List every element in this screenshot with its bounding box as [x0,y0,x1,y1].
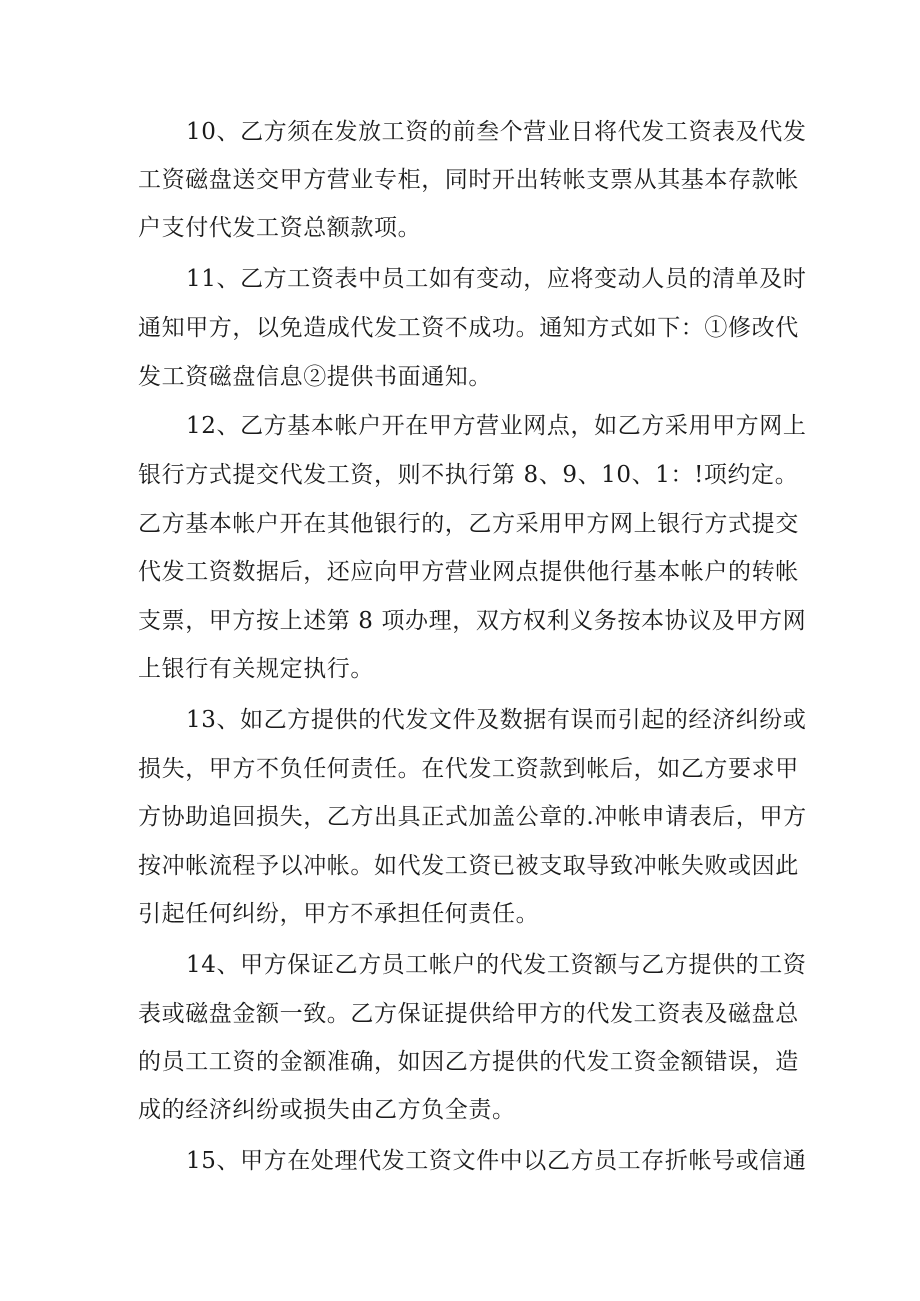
paragraph-11-line-1: 11、乙方工资表中员工如有变动，应将变动人员的清单及时 [186,266,807,292]
paragraph-13-line-2: 损失，甲方不负任何责任。在代发工资款到帐后，如乙方要求甲 [138,756,799,782]
paragraph-11-line-3: 发工资磁盘信息②提供书面通知。 [138,364,492,390]
paragraph-13-line-4: 按冲帐流程予以冲帐。如代发工资已被支取导致冲帐失败或因此 [138,853,799,879]
paragraph-12-line-2: 银行方式提交代发工资，则不执行第 8、9、10、1：!项约定。 [138,462,799,488]
paragraph-15-line-1: 15、甲方在处理代发工资文件中以乙方员工存折帐号或信通 [186,1148,807,1174]
paragraph-14-line-4: 成的经济纠纷或损失由乙方负全责。 [138,1097,516,1123]
paragraph-13-line-5: 引起任何纠纷，甲方不承担任何责任。 [138,901,540,927]
paragraph-12-line-4: 代发工资数据后，还应向甲方营业网点提供他行基本帐户的转帐 [138,559,799,585]
paragraph-12-line-1: 12、乙方基本帐户开在甲方营业网点，如乙方采用甲方网上 [186,413,807,439]
paragraph-13-line-1: 13、如乙方提供的代发文件及数据有误而引起的经济纠纷或 [186,707,807,733]
paragraph-10-line-3: 户支付代发工资总额款项。 [138,215,422,241]
paragraph-12-line-5: 支票，甲方按上述第 8 项办理，双方权利义务按本协议及甲方网 [138,608,807,634]
paragraph-12-line-6: 上银行有关规定执行。 [138,656,374,682]
paragraph-14-line-3: 的员工工资的金额准确，如因乙方提供的代发工资金额错误，造 [138,1049,799,1075]
paragraph-12-line-3: 乙方基本帐户开在其他银行的，乙方采用甲方网上银行方式提交 [138,511,799,537]
paragraph-10-line-2: 工资磁盘送交甲方营业专柜，同时开出转帐支票从其基本存款帐 [138,167,799,193]
paragraph-11-line-2: 通知甲方，以免造成代发工资不成功。通知方式如下：①修改代 [138,315,799,341]
paragraph-13-line-3: 方协助追回损失，乙方出具正式加盖公章的.冲帐申请表后，甲方 [138,804,807,830]
paragraph-14-line-2: 表或磁盘金额一致。乙方保证提供给甲方的代发工资表及磁盘总 [138,1001,799,1027]
paragraph-14-line-1: 14、甲方保证乙方员工帐户的代发工资额与乙方提供的工资 [186,952,807,978]
paragraph-10-line-1: 10、乙方须在发放工资的前叁个营业日将代发工资表及代发 [186,119,807,145]
